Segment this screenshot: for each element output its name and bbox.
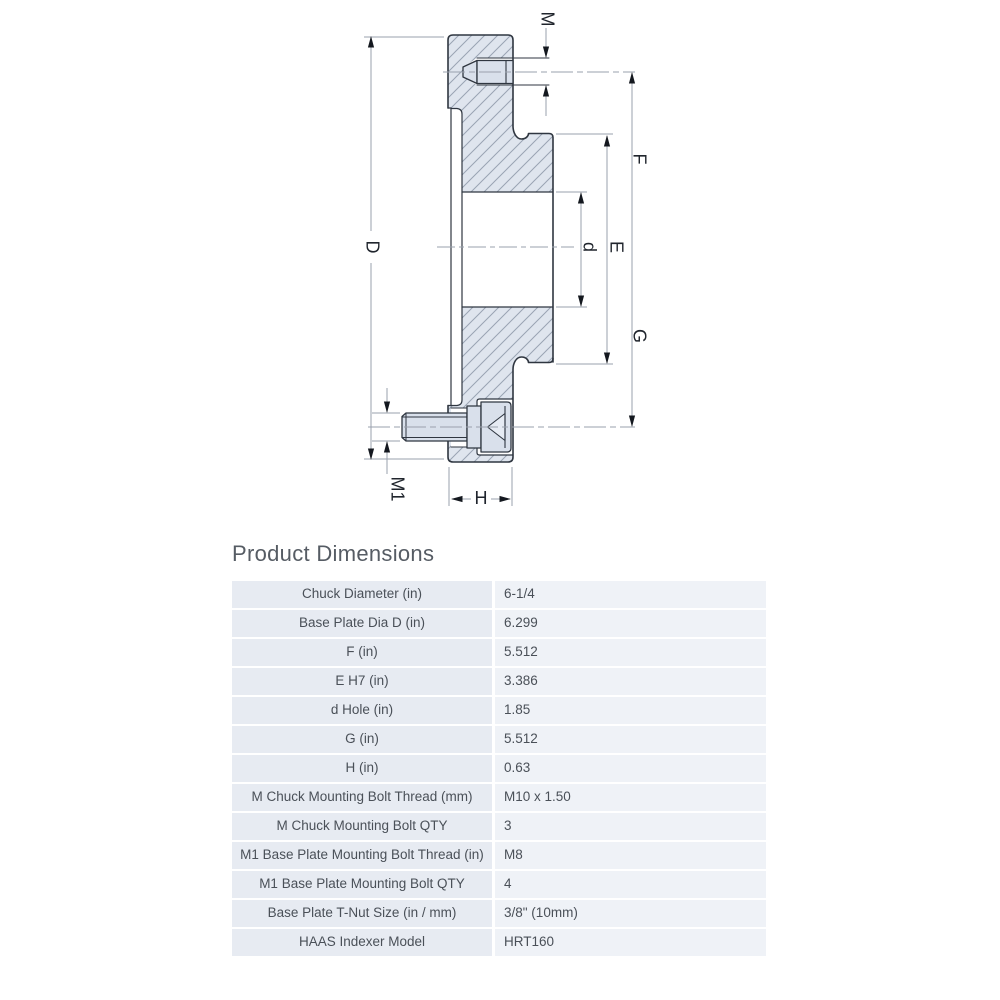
dim-label-d: d [579,241,600,253]
table-row [232,871,766,898]
dimension-label-cell: M Chuck Mounting Bolt Thread (mm) [232,784,492,811]
dimension-value-cell: 3/8" (10mm) [495,900,766,927]
dimension-value-cell: M8 [495,842,766,869]
table-row [232,581,766,608]
dimension-label-cell: Chuck Diameter (in) [232,581,492,608]
table-row [232,813,766,840]
dimension-label-cell: d Hole (in) [232,697,492,724]
table-row [232,929,766,956]
dimension-value-cell: HRT160 [495,929,766,956]
dimension-label-cell: Base Plate T-Nut Size (in / mm) [232,900,492,927]
table-row [232,842,766,869]
dimension-value-cell: 1.85 [495,697,766,724]
dim-label-F: F [629,153,650,165]
dimension-value-cell: 0.63 [495,755,766,782]
dimension-value-cell: 5.512 [495,726,766,753]
dimension-label-cell: E H7 (in) [232,668,492,695]
dim-label-M: M [537,11,558,27]
dimensions-table [232,581,766,958]
dimension-value-cell: 3.386 [495,668,766,695]
table-row [232,755,766,782]
table-row [232,726,766,753]
dimension-value-cell: 3 [495,813,766,840]
dim-label-E: E [606,240,627,254]
dimension-label-cell: HAAS Indexer Model [232,929,492,956]
dimension-value-cell: M10 x 1.50 [495,784,766,811]
dimension-label-cell: Base Plate Dia D (in) [232,610,492,637]
dimension-value-cell: 6.299 [495,610,766,637]
table-row [232,610,766,637]
dimension-value-cell: 5.512 [495,639,766,666]
dimension-label-cell: H (in) [232,755,492,782]
dimension-label-cell: M1 Base Plate Mounting Bolt Thread (in) [232,842,492,869]
table-row [232,784,766,811]
dimension-label-cell: F (in) [232,639,492,666]
dimension-label-cell: G (in) [232,726,492,753]
dimension-value-cell: 4 [495,871,766,898]
table-row [232,639,766,666]
dimension-label-cell: M Chuck Mounting Bolt QTY [232,813,492,840]
dim-label-H: H [474,488,488,508]
part-section-upper [448,35,553,192]
dim-label-M1: M1 [387,476,408,502]
page-title: Product Dimensions [232,541,435,566]
dim-label-D: D [362,240,383,254]
dimension-value-cell: 6-1/4 [495,581,766,608]
dimension-label-cell: M1 Base Plate Mounting Bolt QTY [232,871,492,898]
table-row [232,697,766,724]
dim-label-G: G [629,328,650,344]
table-row [232,900,766,927]
table-row [232,668,766,695]
